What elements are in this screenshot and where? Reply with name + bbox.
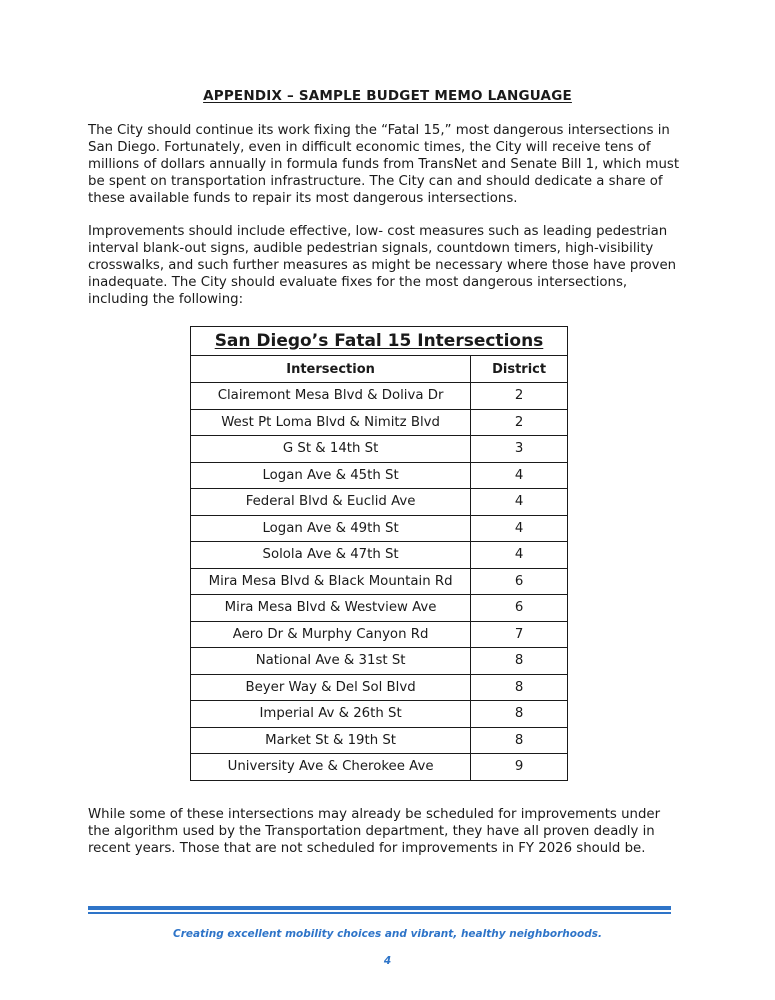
table-row [191, 674, 568, 701]
footer-rule-thick [88, 906, 671, 910]
table-row [191, 701, 568, 728]
table-row [191, 515, 568, 542]
intersection-cell: Market St & 19th St [191, 727, 471, 754]
district-cell: 4 [471, 462, 568, 489]
paragraph-line: these available funds to repair its most dangerous intersections. [88, 191, 518, 206]
district-cell: 2 [471, 409, 568, 436]
table-row [191, 727, 568, 754]
table-row [191, 754, 568, 781]
column-header-intersection: Intersection [191, 356, 471, 383]
intersection-cell: University Ave & Cherokee Ave [191, 754, 471, 781]
table-row [191, 436, 568, 463]
paragraph-line: including the following: [88, 292, 244, 307]
table-row [191, 462, 568, 489]
footer-rule-thin [88, 912, 671, 914]
intersection-cell: Imperial Av & 26th St [191, 701, 471, 728]
district-cell: 4 [471, 489, 568, 516]
table-row [191, 648, 568, 675]
paragraph-line: crosswalks, and such further measures as might be necessary where those have proven [88, 258, 677, 273]
footer-tagline: Creating excellent mobility choices and vibrant, healthy neighborhoods. [173, 928, 602, 940]
column-header-district: District [471, 356, 568, 383]
district-cell: 4 [471, 515, 568, 542]
intersection-cell: Beyer Way & Del Sol Blvd [191, 674, 471, 701]
paragraph-line: millions of dollars annually in formula funds from TransNet and Senate Bill 1, which must [88, 157, 680, 172]
paragraph-improvements [88, 223, 688, 308]
paragraph-line: interval blank-out signs, audible pedestrian signals, countdown timers, high-visibility [88, 241, 654, 256]
intersection-cell: Aero Dr & Murphy Canyon Rd [191, 621, 471, 648]
district-cell: 8 [471, 648, 568, 675]
intersection-cell: Logan Ave & 45th St [191, 462, 471, 489]
district-cell: 4 [471, 542, 568, 569]
fatal-15-table [190, 326, 568, 781]
table-row [191, 542, 568, 569]
district-cell: 8 [471, 674, 568, 701]
intersection-cell: West Pt Loma Blvd & Nimitz Blvd [191, 409, 471, 436]
table-row [191, 409, 568, 436]
table-caption: San Diego’s Fatal 15 Intersections [191, 327, 568, 356]
paragraph-closing [88, 806, 688, 857]
paragraph-line: inadequate. The City should evaluate fixes for the most dangerous intersections, [88, 275, 628, 290]
intersection-cell: Mira Mesa Blvd & Westview Ave [191, 595, 471, 622]
paragraph-line: The City should continue its work fixing the “Fatal 15,” most dangerous intersections in [88, 123, 670, 138]
table-row [191, 489, 568, 516]
page-number: 4 [383, 955, 392, 967]
table-body [191, 383, 568, 781]
table-row [191, 568, 568, 595]
intersection-cell: Mira Mesa Blvd & Black Mountain Rd [191, 568, 471, 595]
paragraph-line: the algorithm used by the Transportation department, they have all proven deadly in [88, 824, 655, 839]
district-cell: 7 [471, 621, 568, 648]
district-cell: 6 [471, 568, 568, 595]
intersection-cell: National Ave & 31st St [191, 648, 471, 675]
document-title: APPENDIX – SAMPLE BUDGET MEMO LANGUAGE [203, 88, 572, 104]
district-cell: 3 [471, 436, 568, 463]
district-cell: 6 [471, 595, 568, 622]
table-row [191, 595, 568, 622]
district-cell: 8 [471, 727, 568, 754]
table-row [191, 621, 568, 648]
district-cell: 9 [471, 754, 568, 781]
intersection-cell: Clairemont Mesa Blvd & Doliva Dr [191, 383, 471, 410]
paragraph-line: While some of these intersections may already be scheduled for improvements under [88, 807, 661, 822]
intersection-cell: Logan Ave & 49th St [191, 515, 471, 542]
paragraph-line: Improvements should include effective, low- cost measures such as leading pedestrian [88, 224, 668, 239]
paragraph-line: recent years. Those that are not scheduled for improvements in FY 2026 should be. [88, 841, 646, 856]
table-row [191, 383, 568, 410]
intersection-cell: Solola Ave & 47th St [191, 542, 471, 569]
paragraph-intro [88, 122, 688, 207]
intersection-cell: G St & 14th St [191, 436, 471, 463]
district-cell: 2 [471, 383, 568, 410]
intersection-cell: Federal Blvd & Euclid Ave [191, 489, 471, 516]
paragraph-line: be spent on transportation infrastructure. The City can and should dedicate a share of [88, 174, 663, 189]
paragraph-line: San Diego. Fortunately, even in difficult economic times, the City will receive tens of [88, 140, 651, 155]
district-cell: 8 [471, 701, 568, 728]
